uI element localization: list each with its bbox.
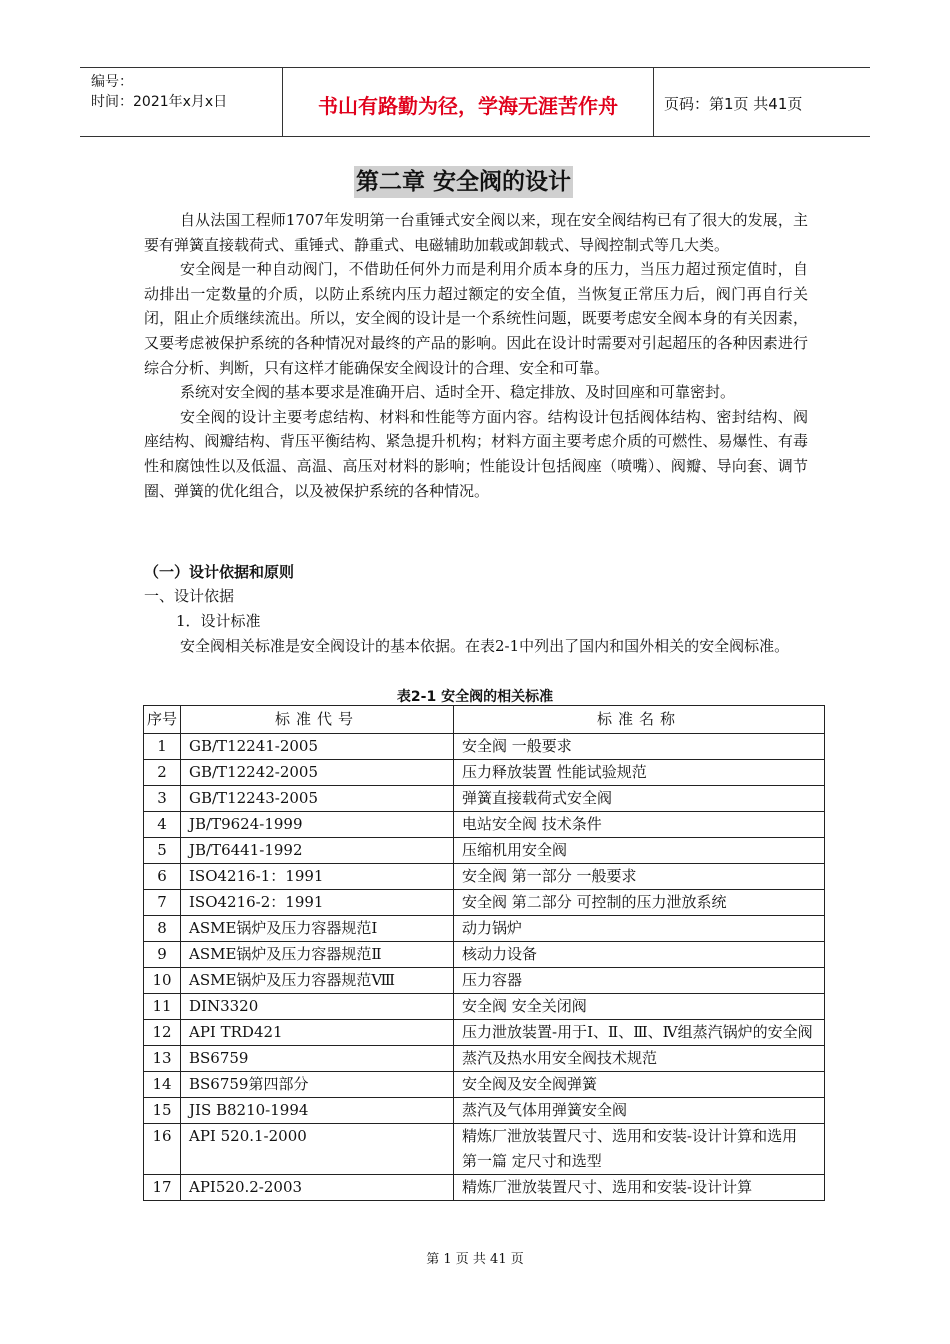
cell-name: 弹簧直接载荷式安全阀 <box>454 786 825 812</box>
cell-code: BS6759 <box>181 1046 454 1072</box>
cell-name: 压力释放装置 性能试验规范 <box>454 760 825 786</box>
chapter-title: 第二章 安全阀的设计 <box>354 166 573 198</box>
cell-no: 4 <box>144 812 181 838</box>
cell-name: 核动力设备 <box>454 942 825 968</box>
cell-no: 14 <box>144 1072 181 1098</box>
standards-paragraph-wrap <box>144 634 808 659</box>
table-row <box>144 734 825 760</box>
cell-code: API 520.1-2000 <box>181 1124 454 1175</box>
page-header <box>80 67 870 137</box>
cell-name: 动力锅炉 <box>454 916 825 942</box>
table-row <box>144 864 825 890</box>
cell-name: 压力容器 <box>454 968 825 994</box>
cell-code: ASME锅炉及压力容器规范Ⅱ <box>181 942 454 968</box>
table-row <box>144 968 825 994</box>
table-row <box>144 1072 825 1098</box>
standards-paragraph: 安全阀相关标准是安全阀设计的基本依据。在表2-1中列出了国内和国外相关的安全阀标准。 <box>180 637 790 655</box>
table-row <box>144 786 825 812</box>
cell-name: 安全阀 第二部分 可控制的压力泄放系统 <box>454 890 825 916</box>
cell-no: 16 <box>144 1124 181 1175</box>
standards-table <box>143 705 825 1201</box>
table-row <box>144 942 825 968</box>
subsection-heading-basis: 一、设计依据 <box>144 587 235 605</box>
cell-name: 安全阀 第一部分 一般要求 <box>454 864 825 890</box>
table-caption: 表2-1 安全阀的相关标准 <box>396 689 554 705</box>
header-motto-cell <box>282 68 654 136</box>
header-code: 标准代号 <box>181 706 454 734</box>
cell-code: API TRD421 <box>181 1020 454 1046</box>
header-name: 标准名称 <box>454 706 825 734</box>
header-no: 序号 <box>144 706 181 734</box>
table-row <box>144 994 825 1020</box>
table-row <box>144 916 825 942</box>
cell-no: 1 <box>144 734 181 760</box>
paragraph-2: 安全阀是一种自动阀门，不借助任何外力而是利用介质本身的压力，当压力超过预定值时，自动排出一定数量的介质，以防止系统内压力超过额定的安全值，当恢复正常压力后，阀门再自行关闭，阻止介质继续流出。所以，安全阀的设计是一个系统性问题，既要考虑安全阀本身的有关因素，又要考虑被保护系统的各种情况对最终的产品的影响。因此在设计时需要对引起超压的各种因素进行综合分析、判断，只有这样才能确保安全阀设计的合理、安全和可靠。 <box>144 260 808 377</box>
cell-name: 压力泄放装置-用于Ⅰ、Ⅱ、Ⅲ、Ⅳ组蒸汽锅炉的安全阀 <box>454 1020 825 1046</box>
cell-code: ISO4216-1：1991 <box>181 864 454 890</box>
cell-name: 精炼厂泄放装置尺寸、选用和安装-设计计算和选用 第一篇 定尺寸和选型 <box>454 1124 825 1175</box>
cell-code: DIN3320 <box>181 994 454 1020</box>
table-row <box>144 760 825 786</box>
cell-code: GB/T12241-2005 <box>181 734 454 760</box>
header-page-cell <box>654 68 870 136</box>
cell-no: 8 <box>144 916 181 942</box>
table-row <box>144 812 825 838</box>
paragraph-3: 系统对安全阀的基本要求是准确开启、适时全开、稳定排放、及时回座和可靠密封。 <box>180 383 736 402</box>
subsection-heading-standards: 1．设计标准 <box>176 612 261 630</box>
cell-code: ASME锅炉及压力容器规范Ⅰ <box>181 916 454 942</box>
cell-no: 13 <box>144 1046 181 1072</box>
cell-code: ISO4216-2：1991 <box>181 890 454 916</box>
cell-code: ASME锅炉及压力容器规范Ⅷ <box>181 968 454 994</box>
cell-no: 12 <box>144 1020 181 1046</box>
table-row <box>144 1124 825 1175</box>
table-row <box>144 890 825 916</box>
cell-name: 蒸汽及气体用弹簧安全阀 <box>454 1098 825 1124</box>
cell-code: JB/T9624-1999 <box>181 812 454 838</box>
cell-name: 精炼厂泄放装置尺寸、选用和安装-设计计算 <box>454 1175 825 1201</box>
cell-code: GB/T12242-2005 <box>181 760 454 786</box>
cell-no: 7 <box>144 890 181 916</box>
table-header-row <box>144 706 825 734</box>
page-footer: 第 1 页 共 41 页 <box>426 1252 524 1267</box>
cell-name: 蒸汽及热水用安全阀技术规范 <box>454 1046 825 1072</box>
cell-no: 17 <box>144 1175 181 1201</box>
cell-no: 11 <box>144 994 181 1020</box>
paragraph-4: 安全阀的设计主要考虑结构、材料和性能等方面内容。结构设计包括阀体结构、密封结构、阀座结构、阀瓣结构、背压平衡结构、紧急提升机构；材料方面主要考虑介质的可燃性、易爆性、有毒性和腐蚀性以及低温、高温、高压对材料的影响；性能设计包括阀座（喷嘴）、阀瓣、导向套、调节圈、弹簧的优化组合，以及被保护系统的各种情况。 <box>144 407 808 500</box>
document-time-label: 时间：2021年x月x日 <box>91 94 228 110</box>
cell-code: GB/T12243-2005 <box>181 786 454 812</box>
table-row <box>144 1175 825 1201</box>
cell-code: JB/T6441-1992 <box>181 838 454 864</box>
cell-code: API520.2-2003 <box>181 1175 454 1201</box>
cell-name: 安全阀及安全阀弹簧 <box>454 1072 825 1098</box>
table-row <box>144 1046 825 1072</box>
section-heading-basis: （一）设计依据和原则 <box>144 563 295 581</box>
header-page-info: 页码：第1页 共41页 <box>664 95 803 113</box>
cell-name: 电站安全阀 技术条件 <box>454 812 825 838</box>
cell-no: 3 <box>144 786 181 812</box>
table-row <box>144 1098 825 1124</box>
cell-no: 15 <box>144 1098 181 1124</box>
header-meta <box>80 68 282 136</box>
cell-code: BS6759第四部分 <box>181 1072 454 1098</box>
header-motto: 书山有路勤为径，学海无涯苦作舟 <box>318 94 618 118</box>
document-number-label: 编号： <box>91 74 133 90</box>
cell-no: 9 <box>144 942 181 968</box>
cell-no: 5 <box>144 838 181 864</box>
cell-code: JIS B8210-1994 <box>181 1098 454 1124</box>
intro-paragraphs <box>144 208 808 503</box>
cell-no: 6 <box>144 864 181 890</box>
cell-no: 10 <box>144 968 181 994</box>
cell-name: 压缩机用安全阀 <box>454 838 825 864</box>
paragraph-1: 自从法国工程师1707年发明第一台重锤式安全阀以来，现在安全阀结构已有了很大的发展，主要有弹簧直接载荷式、重锤式、静重式、电磁辅助加载或卸载式、导阀控制式等几大类。 <box>144 211 808 254</box>
cell-name: 安全阀 一般要求 <box>454 734 825 760</box>
cell-no: 2 <box>144 760 181 786</box>
table-row <box>144 1020 825 1046</box>
table-row <box>144 838 825 864</box>
cell-name: 安全阀 安全关闭阀 <box>454 994 825 1020</box>
